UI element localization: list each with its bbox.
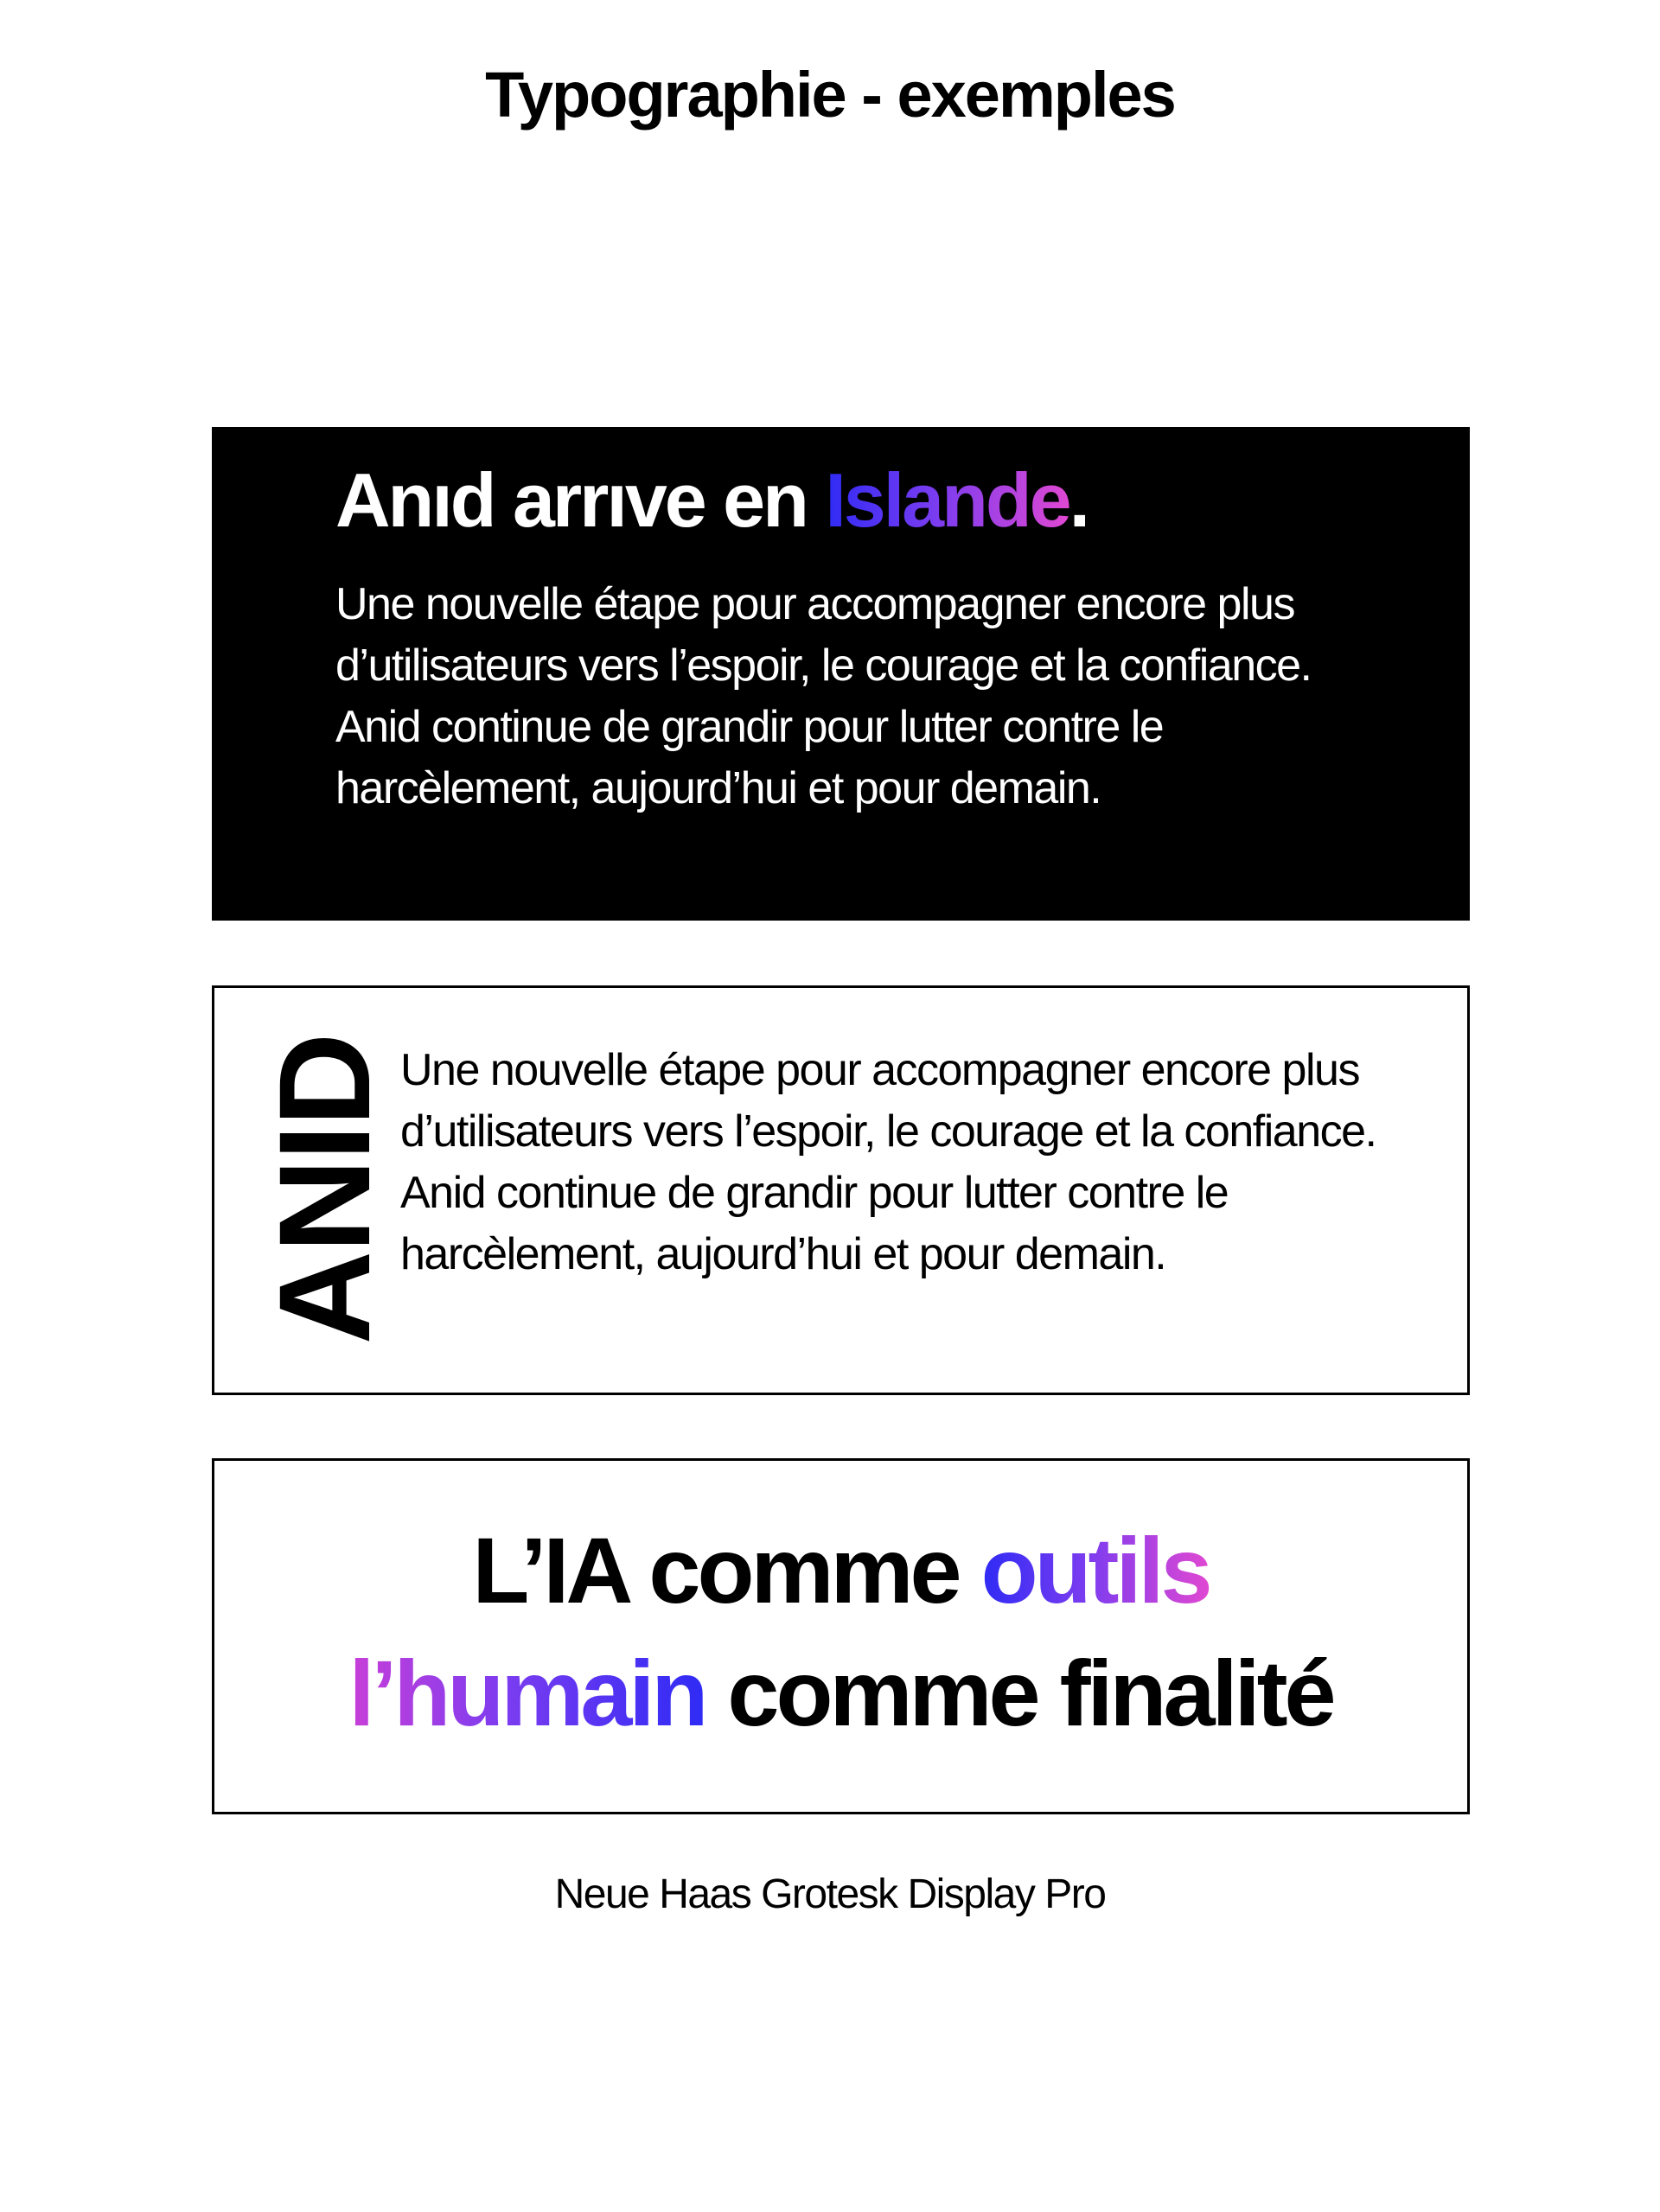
wordmark-card-paragraph-1: Une nouvelle étape pour accompagner encore plus d’utilisateurs vers l’espoir, le courage et la confiance. xyxy=(400,1045,1376,1157)
slogan-line-2-text: comme finalité xyxy=(705,1641,1333,1745)
headline-text: Anıd arrıve en xyxy=(335,457,826,543)
announcement-headline xyxy=(335,455,1088,546)
slogan-line-1-text: L’IA comme xyxy=(472,1518,981,1622)
slogan-line-2 xyxy=(214,1642,1467,1745)
dark-announcement-card xyxy=(212,427,1470,921)
slogan-line-1 xyxy=(214,1520,1467,1622)
slogan-line-1-accent: outils xyxy=(980,1518,1210,1622)
slogan-line-2-accent: l’humain xyxy=(348,1641,706,1745)
page-title: Typographie - exemples xyxy=(485,59,1175,131)
wordmark-card-paragraph-2: Anid continue de grandir pour lutter contre le harcèlement, aujourd’hui et pour demain. xyxy=(400,1168,1229,1279)
wordmark-card-body xyxy=(400,1040,1446,1285)
headline-period: . xyxy=(1069,457,1089,543)
headline-accent: Islande xyxy=(825,457,1069,543)
announcement-paragraph-2: Anid continue de grandir pour lutter contre le harcèlement, aujourd’hui et pour demain. xyxy=(335,702,1164,813)
vertical-wordmark: ANID xyxy=(252,1034,397,1345)
slogan-card xyxy=(212,1458,1470,1814)
vertical-wordmark-area xyxy=(252,1030,397,1349)
font-name-caption: Neue Haas Grotesk Display Pro xyxy=(554,1871,1106,1917)
announcement-paragraph-1: Une nouvelle étape pour accompagner encore plus d’utilisateurs vers l’espoir, le courage et la confiance. xyxy=(335,579,1312,691)
vertical-wordmark-card xyxy=(212,985,1470,1395)
announcement-body xyxy=(335,574,1408,819)
